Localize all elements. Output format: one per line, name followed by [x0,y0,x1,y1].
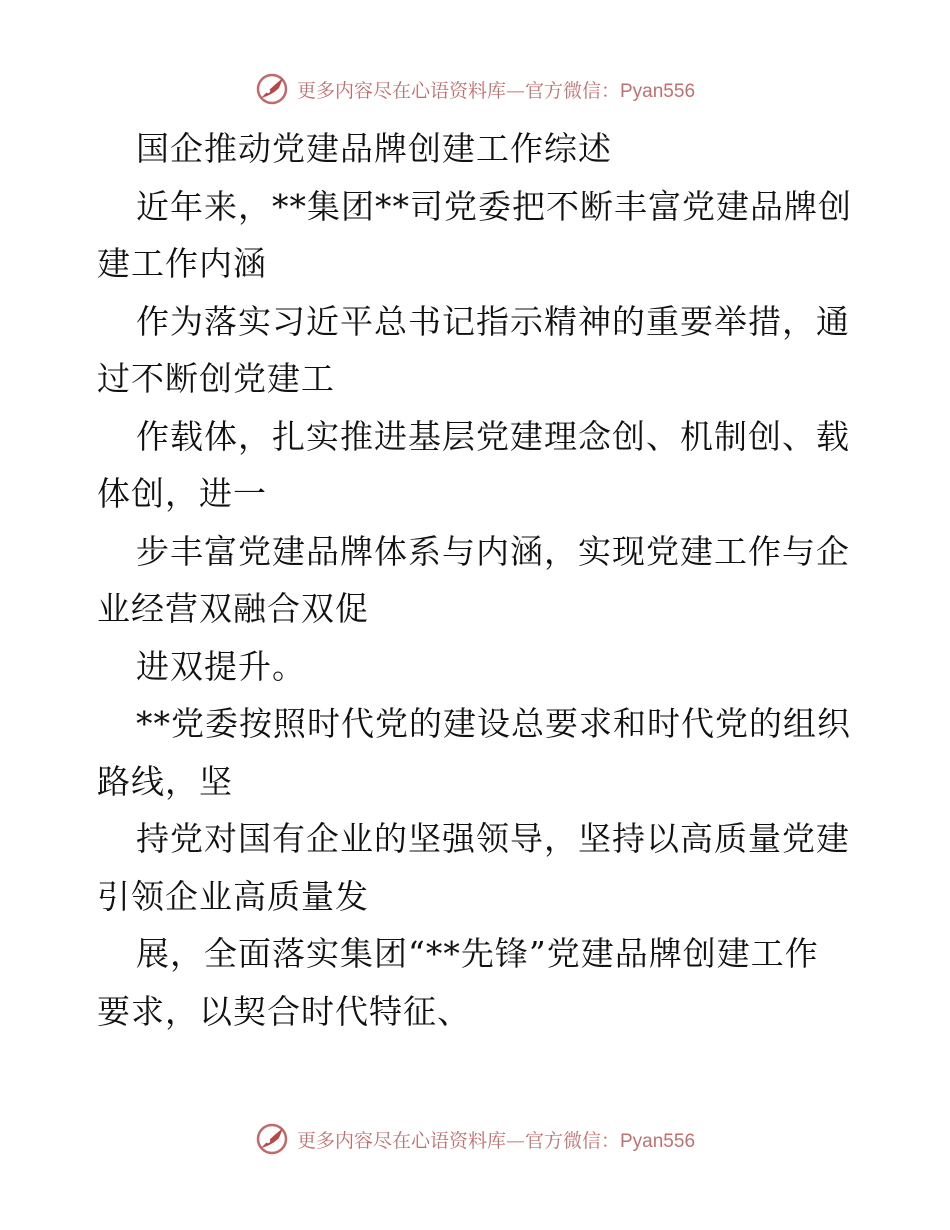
document-line: 近年来，**集团**司党委把不断丰富党建品牌创 [136,186,852,226]
watermark-separator: — [505,1129,525,1152]
document-line: 作载体，扎实推进基层党建理念创、机制创、载 [136,416,850,456]
watermark-main-text: 更多内容尽在心语资料库 [296,1129,506,1152]
watermark-text [297,76,695,103]
document-line: 路线，坚 [97,761,233,801]
document-line: 进双提升。 [136,646,306,686]
document-line: 体创，进一 [97,474,267,513]
document-line: 业经营双融合双促 [97,589,369,628]
document-line: 展，全面落实集团“**先锋”党建品牌创建工作 [136,934,819,973]
document-line: 国企推动党建品牌创建工作综述 [136,129,612,168]
watermark-label: 官方微信： [524,1129,620,1152]
watermark-separator: — [505,79,525,102]
document-line: 引领企业高质量发 [97,876,369,916]
document-line: 作为落实习近平总书记指示精神的重要举措，通 [136,301,850,341]
document-line: **党委按照时代党的建设总要求和时代党的组织 [136,704,851,743]
footer-watermark [0,1122,950,1156]
header-watermark [0,72,950,106]
document-line: 要求，以契合时代特征、 [97,991,471,1031]
watermark-wechat-id: Pyan556 [620,80,696,102]
pen-logo-icon [255,72,289,106]
document-body [97,120,857,1040]
document-line: 持党对国有企业的坚强领导，坚持以高质量党建 [136,819,850,858]
document-line: 建工作内涵 [97,244,267,283]
watermark-label: 官方微信： [524,79,620,102]
pen-logo-icon [255,1122,289,1156]
document-line: 步丰富党建品牌体系与内涵，实现党建工作与企 [136,531,850,571]
watermark-main-text: 更多内容尽在心语资料库 [296,79,506,102]
watermark-text [297,1126,695,1153]
document-line: 过不断创党建工 [97,359,335,398]
watermark-wechat-id: Pyan556 [620,1130,696,1152]
